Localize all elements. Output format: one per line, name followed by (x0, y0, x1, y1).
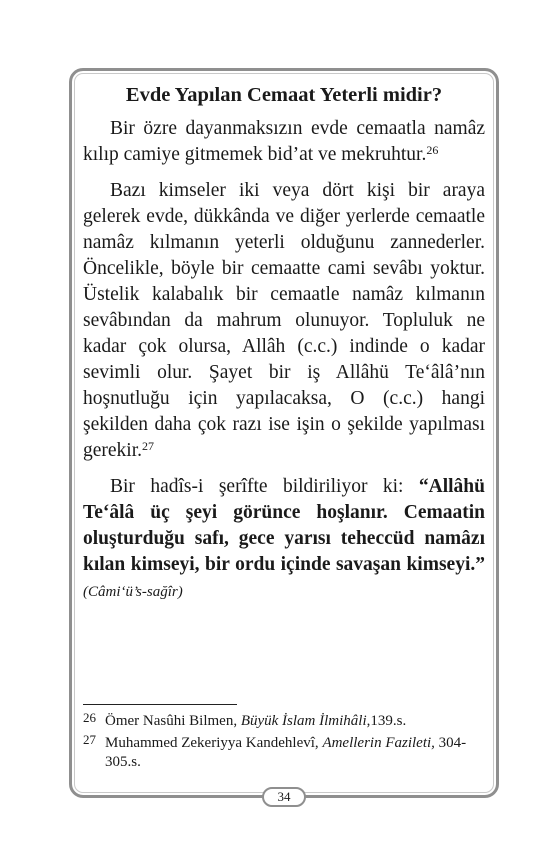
paragraph-2 (83, 178, 485, 464)
footnote-divider (83, 704, 237, 705)
paragraph-2-text: Bazı kimseler iki veya dört kişi bir araya gelerek evde, dükkânda ve diğer yerlerde cemaatle namâz kılmanın yeterli olduğunu zannederler. Öncelikle, böyle bir cemaatte cami sevâbı yoktur. Üstelik kalabalık bir cemaatle namâz kılmanın sevâbından da mahrum olunuyor. Topluluk ne kadar çok olursa, Allâh (c.c.) indinde o kadar sevimli olur. Şayet bir iş Allâhü Te‘âlâ’nın hoşnutluğu için yapılacaksa, O (c.c.) hangi şekilden daha çok razı ise işin o şekilde yapılması gerekir. (83, 180, 485, 461)
paragraph-3-lead: Bir hadîs-i şerîfte bildiriliyor ki: (110, 476, 419, 497)
section-title: Evde Yapılan Cemaat Yeterli midir? (125, 84, 443, 106)
footnote-27 (83, 734, 485, 772)
footnote-author: Ömer Nasûhi Bilmen, (105, 713, 241, 729)
footnote-number: 26 (83, 710, 96, 725)
footnote-ref-26[interactable]: 26 (426, 143, 439, 157)
footnote-number: 27 (83, 732, 96, 747)
footnote-pages: ,139.s. (366, 713, 407, 729)
page-content (83, 80, 485, 605)
footnote-pages: 304-305.s. (105, 735, 467, 770)
hadith-quote: “Allâhü Te‘âlâ üç şeyi görünce hoşlanır. Cemaatin oluşturduğu safı, gece yarısı teheccüd namâzı kılan kimseyi, bir ordu içinde savaşan kimseyi.” (83, 476, 485, 575)
footnote-26 (83, 712, 485, 731)
page-number: 34 (262, 787, 306, 807)
paragraph-3 (83, 474, 485, 605)
footnote-author: Muhammed Zekeriyya Kandehlevî, (105, 735, 323, 751)
paragraph-1-text: Bir özre dayanmaksızın evde cemaatla namâz kılıp camiye gitmemek bid’at ve mekruhtur. (83, 118, 485, 165)
footnote-ref-27[interactable]: 27 (142, 439, 155, 453)
footnote-work: Amellerin Fazileti, (322, 735, 435, 751)
footnote-work: Büyük İslam İlmihâli (240, 713, 367, 729)
paragraph-1 (83, 116, 485, 168)
footnotes (83, 712, 485, 775)
hadith-source: (Câmi‘ü’s-sağîr) (83, 584, 183, 600)
